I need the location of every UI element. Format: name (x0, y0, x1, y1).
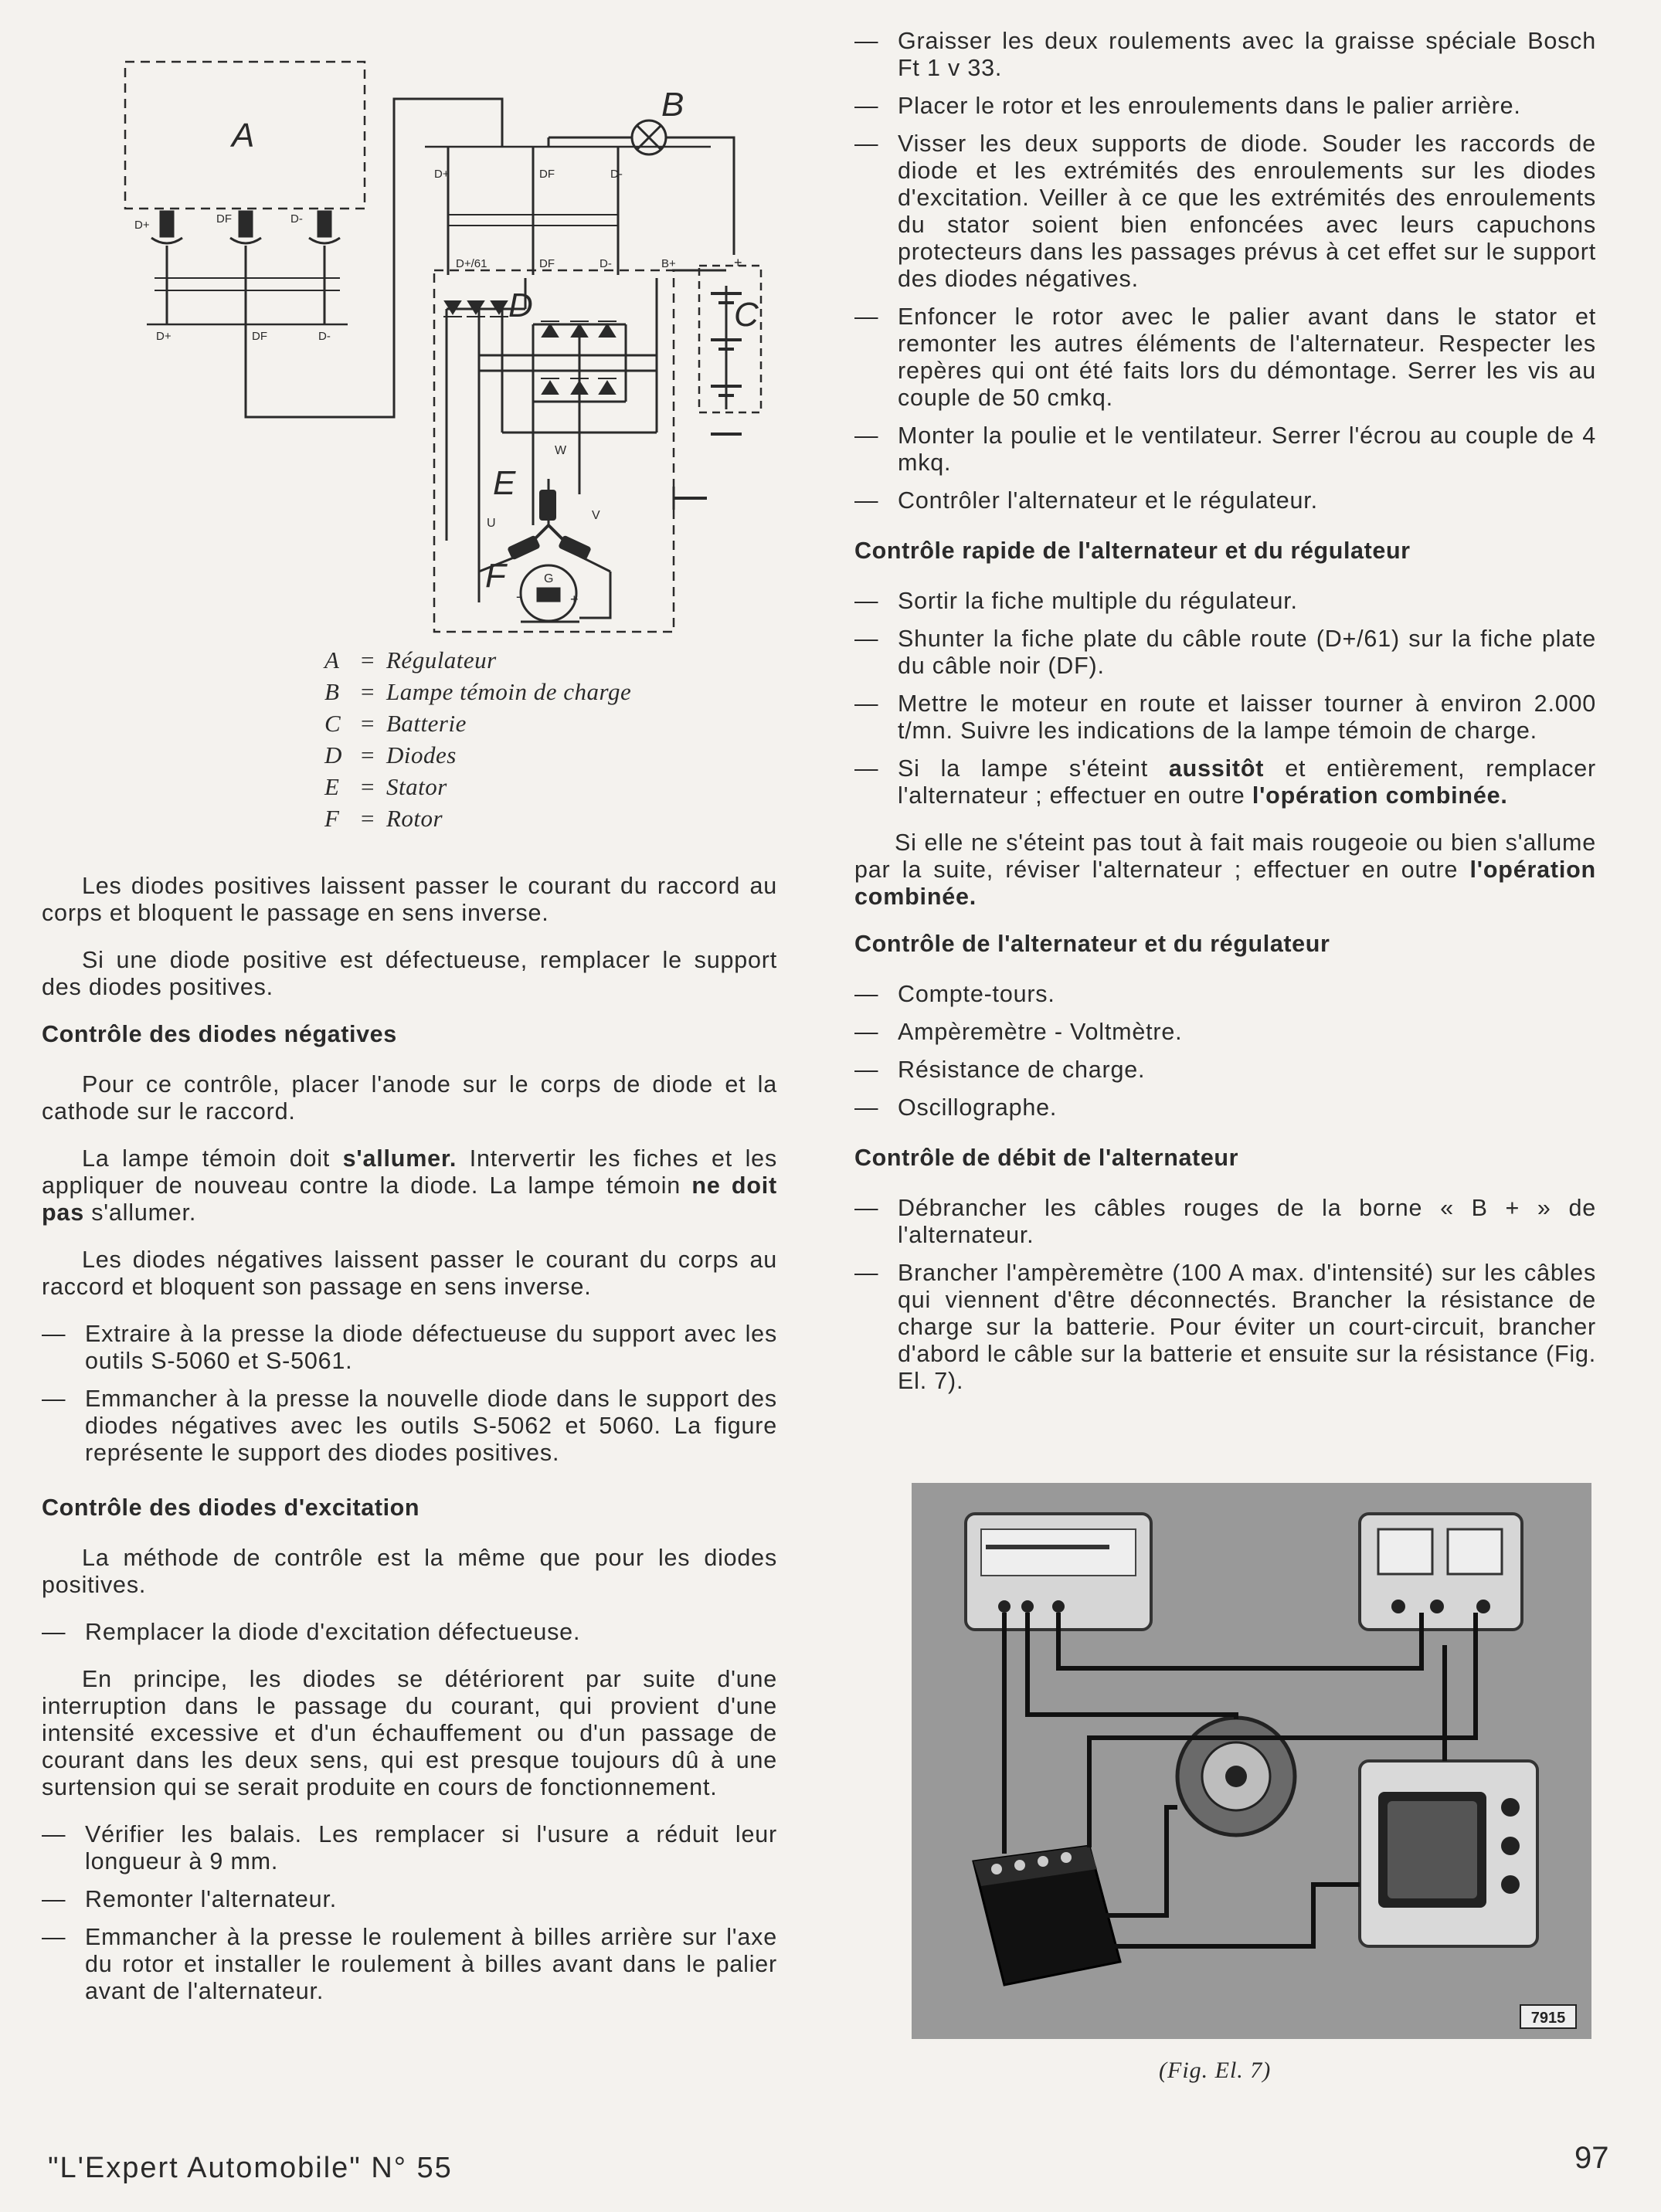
paragraph: Les diodes négatives laissent passer le courant du corps au raccord et bloquent son passage en sens inverse. (42, 1247, 777, 1300)
dash-bullet: — (854, 626, 879, 652)
list-item-text (898, 755, 1596, 809)
label-f: F (485, 557, 506, 595)
list-item-text: Extraire à la presse la diode défectueuse du support avec les outils S-5060 et S-5061. (85, 1321, 777, 1374)
bold-text: l'opération combinée. (1252, 782, 1508, 809)
legend-key: A (324, 646, 340, 673)
legend-value: Lampe témoin de charge (386, 678, 632, 705)
legend-row (324, 771, 631, 802)
page-number: 97 (1574, 2141, 1609, 2175)
list-item-text: Monter la poulie et le ventilateur. Serrer l'écrou au couple de 4 mkq. (898, 422, 1596, 476)
section-heading: Contrôle des diodes négatives (42, 1021, 397, 1047)
list-item-text: Résistance de charge. (898, 1057, 1146, 1083)
legend-equals: = (361, 773, 375, 800)
photo-tag: 7915 (1530, 2010, 1566, 2027)
label-d-plus-bottom: D+ (156, 330, 172, 343)
label-u: U (487, 517, 496, 530)
list-item-text: Sortir la fiche multiple du régulateur. (898, 588, 1298, 614)
dash-bullet: — (854, 487, 879, 514)
list-item-text: Emmancher à la presse la nouvelle diode dans le support des diodes négatives avec les outils S-5062 et 5060. La figure représente le support des diodes positives. (85, 1386, 777, 1466)
test-bench-photo (912, 1483, 1591, 2039)
list-item (42, 1321, 777, 1375)
section-heading: Contrôle de l'alternateur et du régulateur (854, 931, 1330, 957)
bold-text: ne doit pas (42, 1172, 777, 1226)
legend-equals: = (361, 678, 375, 705)
text-run: La lampe témoin doit (82, 1145, 343, 1172)
label-d: D (508, 287, 533, 324)
list-item (42, 1821, 777, 1875)
label-v: V (592, 509, 600, 522)
text-run: Si la lampe s'éteint (898, 755, 1169, 782)
dash-bullet: — (854, 1195, 879, 1221)
dash-bullet: — (854, 1094, 879, 1121)
legend-row (324, 707, 631, 739)
paragraph: Les diodes positives laissent passer le courant du raccord au corps et bloquent le passage en sens inverse. (42, 873, 777, 926)
bold-text: l'opération combinée. (854, 857, 1596, 910)
list-item-text: Remplacer la diode d'excitation défectueuse. (85, 1619, 581, 1645)
legend-value: Batterie (386, 710, 467, 737)
dash-bullet: — (854, 304, 879, 330)
label-b-plus: B+ (661, 257, 676, 270)
label-b: B (661, 86, 684, 124)
paragraph: En principe, les diodes se détériorent par suite d'une interruption dans le passage du courant, qui provient d'une intensité excessive et d'un échauffement ou d'un passage de courant dans les deux sens, qui est presque toujours dû à une surtension qui se serait produite en cours de fonctionnement. (42, 1666, 777, 1800)
left-column (42, 873, 777, 2016)
footer-publication: "L'Expert Automobile" N° 55 (48, 2152, 453, 2184)
paragraph: Si une diode positive est défectueuse, remplacer le support des diodes positives. (42, 947, 777, 1000)
list-item (854, 1094, 1596, 1121)
dash-bullet: — (854, 1260, 879, 1286)
list-item-text: Visser les deux supports de diode. Souder les raccords de diode et les extrémités des enroulements sur les diodes d'excitation. Veiller à ce que les extrémités des enroulements du stator soient bien enfoncées avec leurs capuchons protecteurs dans les passages prévus à cet effet sur le support des diodes négatives. (898, 131, 1596, 292)
figure-caption: (Fig. El. 7) (1159, 2058, 1272, 2083)
legend-equals: = (361, 741, 375, 768)
text-run: et entièrement, remplacer l'alternateur ; effectuer en outre (898, 755, 1597, 809)
dash-bullet: — (854, 422, 879, 449)
list-item (854, 981, 1596, 1008)
list-item-text: Emmancher à la presse le roulement à billes arrière sur l'axe du rotor et installer le roulement à billes avant dans le palier avant de l'alternateur. (85, 1924, 777, 2004)
legend-value: Rotor (386, 805, 443, 832)
list-item-text: Vérifier les balais. Les remplacer si l'usure a réduit leur longueur à 9 mm. (85, 1821, 777, 1874)
label-d-minus-alt: D- (600, 257, 612, 270)
label-e: E (493, 464, 516, 502)
list-item (854, 588, 1596, 615)
list-item-text: Oscillographe. (898, 1094, 1058, 1121)
dash-bullet: — (854, 1057, 879, 1083)
label-df-bar: DF (539, 168, 555, 181)
list-item (854, 690, 1596, 745)
list-item-text: Contrôler l'alternateur et le régulateur. (898, 487, 1318, 514)
label-w: W (555, 444, 567, 457)
list-item (854, 93, 1596, 120)
label-battery-plus: + (734, 255, 742, 270)
legend-value: Diodes (386, 741, 457, 768)
label-d-minus-bar: D- (610, 168, 623, 181)
list-item (854, 422, 1596, 477)
legend-row (324, 644, 631, 676)
legend-equals: = (361, 710, 375, 737)
label-rotor-plus: + (570, 592, 579, 607)
dash-bullet: — (42, 1386, 66, 1412)
label-rotor-minus: - (516, 589, 521, 604)
label-d-plus-bar: D+ (434, 168, 450, 181)
dash-bullet: — (854, 588, 879, 614)
legend-equals: = (361, 646, 375, 673)
dash-bullet: — (854, 28, 879, 54)
list-item-text: Mettre le moteur en route et laisser tourner à environ 2.000 t/mn. Suivre les indications de la lampe témoin de charge. (898, 690, 1596, 744)
list-item (42, 1924, 777, 2005)
list-item (854, 626, 1596, 680)
list-item (854, 1260, 1596, 1395)
label-df-top: DF (216, 212, 232, 226)
dash-bullet: — (42, 1821, 66, 1847)
list-item (854, 487, 1596, 514)
label-g: G (544, 572, 554, 585)
wiring-diagram (116, 46, 811, 649)
section-heading: Contrôle des diodes d'excitation (42, 1494, 420, 1521)
label-d-minus-top: D- (290, 212, 303, 226)
list-item-text: Enfoncer le rotor avec le palier avant dans le stator et remonter les autres éléments de l'alternateur. Respecter les repères qui ont été faits lors du démontage. Serrer les vis au couple de 50 cmkq. (898, 304, 1596, 411)
label-d-plus-top: D+ (134, 219, 150, 232)
section-heading: Contrôle de débit de l'alternateur (854, 1145, 1239, 1171)
dash-bullet: — (854, 981, 879, 1007)
list-item (42, 1386, 777, 1467)
text-run: Si elle ne s'éteint pas tout à fait mais rougeoie ou bien s'allume par la suite, réviser l'alternateur ; effectuer en outre (854, 830, 1596, 883)
bold-text: s'allumer. (342, 1145, 457, 1172)
legend-key: B (324, 678, 340, 705)
dash-bullet: — (854, 755, 879, 782)
list-item-text: Shunter la fiche plate du câble route (D+/61) sur la fiche plate du câble noir (DF). (898, 626, 1596, 679)
legend-value: Stator (386, 773, 447, 800)
dash-bullet: — (854, 690, 879, 717)
legend-key: C (324, 710, 341, 737)
label-d-plus-61: D+/61 (456, 257, 487, 270)
list-item (854, 131, 1596, 293)
text-run: Intervertir les fiches et les appliquer de nouveau contre la diode. La lampe témoin (42, 1145, 777, 1199)
list-item-text: Brancher l'ampèremètre (100 A max. d'intensité) sur les câbles qui viennent d'être déconnectés. Brancher la résistance de charge sur la batterie. Pour éviter un court-circuit, brancher d'abord le câble sur la batterie et ensuite sur la résistance (Fig. El. 7). (898, 1260, 1596, 1394)
legend-key: E (324, 773, 340, 800)
list-item-text: Placer le rotor et les enroulements dans le palier arrière. (898, 93, 1521, 119)
label-a: A (232, 117, 255, 154)
dash-bullet: — (854, 1019, 879, 1045)
legend-row (324, 739, 631, 771)
diagram-legend (324, 644, 631, 834)
label-d-minus-bottom: D- (318, 330, 331, 343)
label-df-bottom: DF (252, 330, 267, 343)
dash-bullet: — (42, 1321, 66, 1347)
list-item-text: Remonter l'alternateur. (85, 1886, 337, 1912)
paragraph (42, 1145, 777, 1226)
dash-bullet: — (42, 1924, 66, 1950)
legend-key: F (324, 805, 340, 832)
list-item-text: Graisser les deux roulements avec la graisse spéciale Bosch Ft 1 v 33. (898, 28, 1596, 81)
paragraph: Pour ce contrôle, placer l'anode sur le corps de diode et la cathode sur le raccord. (42, 1071, 777, 1125)
legend-value: Régulateur (386, 646, 497, 673)
list-item-text: Ampèremètre - Voltmètre. (898, 1019, 1183, 1045)
section-heading: Contrôle rapide de l'alternateur et du régulateur (854, 538, 1411, 564)
list-item (854, 755, 1596, 809)
bold-text: aussitôt (1168, 755, 1265, 782)
dash-bullet: — (854, 93, 879, 119)
list-item (854, 304, 1596, 412)
right-column (854, 28, 1596, 1406)
paragraph (854, 830, 1596, 911)
list-item (854, 28, 1596, 82)
list-item (42, 1886, 777, 1913)
list-item-text: Compte-tours. (898, 981, 1055, 1007)
list-item (854, 1057, 1596, 1084)
legend-equals: = (361, 805, 375, 832)
legend-key: D (324, 741, 342, 768)
legend-row (324, 802, 631, 834)
label-df-alt: DF (539, 257, 555, 270)
list-item (42, 1619, 777, 1646)
paragraph: La méthode de contrôle est la même que pour les diodes positives. (42, 1545, 777, 1598)
legend-row (324, 676, 631, 707)
text-run: s'allumer. (83, 1199, 197, 1226)
dash-bullet: — (42, 1619, 66, 1645)
label-c: C (734, 296, 759, 334)
list-item (854, 1195, 1596, 1249)
list-item-text: Débrancher les câbles rouges de la borne « B + » de l'alternateur. (898, 1195, 1596, 1248)
dash-bullet: — (42, 1886, 66, 1912)
dash-bullet: — (854, 131, 879, 157)
list-item (854, 1019, 1596, 1046)
